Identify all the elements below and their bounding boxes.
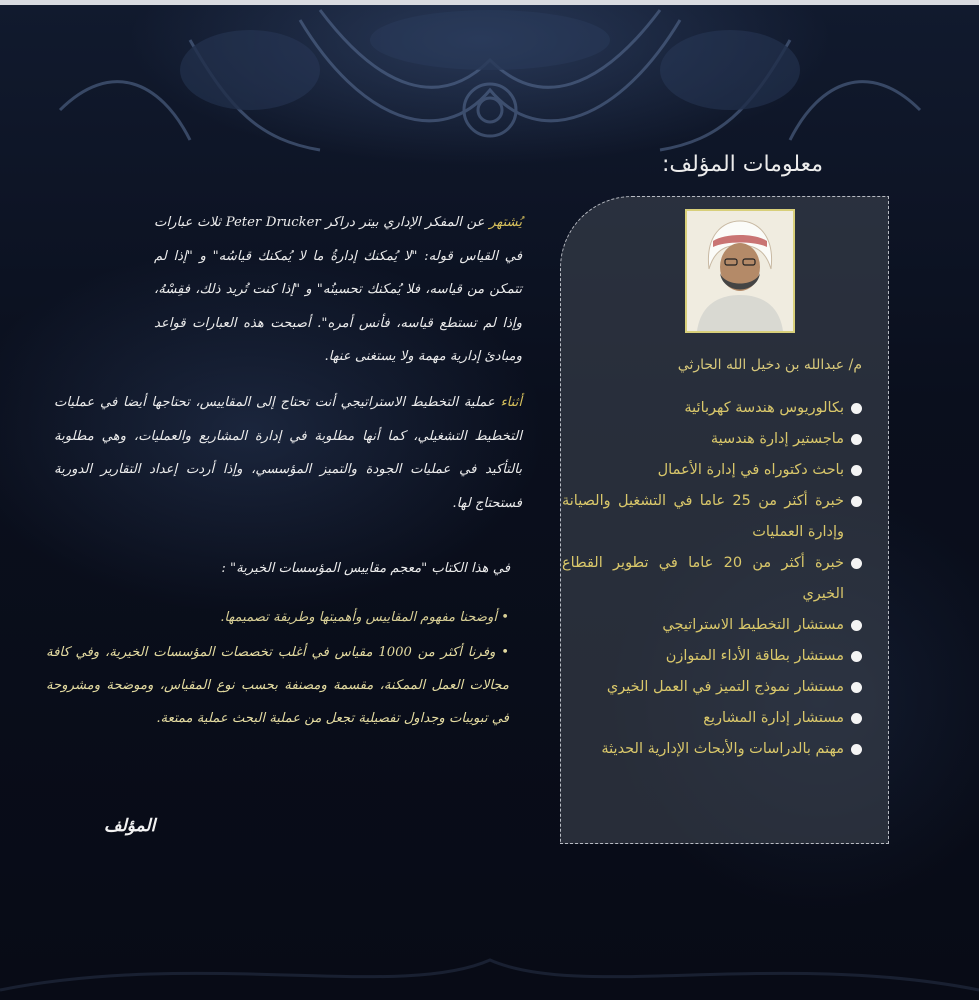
bullet-icon: [851, 434, 862, 445]
list-item: مستشار إدارة المشاريع: [562, 703, 862, 734]
list-item: مستشار التخطيط الاستراتيجي: [562, 610, 862, 641]
author-photo: [685, 209, 795, 333]
list-item: خبرة أكثر من 20 عاما في تطوير القطاع الخيري: [562, 548, 862, 610]
bullet-icon: [851, 496, 862, 507]
list-item: مستشار بطاقة الأداء المتوازن: [562, 641, 862, 672]
list-item: خبرة أكثر من 25 عاما في التشغيل والصيانة وإدارة العمليات: [562, 486, 862, 548]
bullet-icon: [851, 651, 862, 662]
bullet-icon: [851, 682, 862, 693]
bullet-icon: [851, 744, 862, 755]
bullet-icon: [851, 620, 862, 631]
ornament-header-icon: [0, 0, 979, 190]
list-item: ماجستير إدارة هندسية: [562, 424, 862, 455]
author-card: [560, 196, 889, 844]
list-item: مهتم بالدراسات والأبحاث الإدارية الحديثة: [562, 734, 862, 765]
bullet-icon: [851, 465, 862, 476]
book-bullet-1: • أوضحنا مفهوم المقاييس وأهميتها وطريقة تصميمها.: [220, 610, 509, 625]
author-portrait-icon: [687, 211, 793, 331]
author-name: م/ عبدالله بن دخيل الله الحارثي: [677, 357, 862, 373]
author-info-heading: معلومات المؤلف:: [661, 152, 823, 177]
book-bullet-2: • وفرنا أكثر من 1000 مقياس في أغلب تخصصات المؤسسات الخيرية، وفي كافة مجالات العمل الممكنة، مقسمة ومصنفة بحسب نوع المقياس، وموضحة ومشروحة في تبويبات وجداول تفصيلية تجعل من عملية البحث عملية ممتعة.: [46, 645, 509, 726]
list-item: باحث دكتوراه في إدارة الأعمال: [562, 455, 862, 486]
intro-paragraph-1: يُشتهر عن المفكر الإداري بيتر دراكر Peter Drucker ثلاث عبارات في القياس قوله: "لا يُمكنك إدارةُ ما لا يُمكنك قياسُه" و "إذا لم تتمكن من قياسه، فلا يُمكنك تحسينُه" و "إذا كنت تُريد ذلك، فقِسْهُ، وإذا لم تستطع قياسه، فأنس أمره". أصبحت هذه العبارات قواعد ومبادئ إدارية مهمة ولا يستغنى عنها.: [154, 215, 522, 364]
list-item: بكالوريوس هندسة كهربائية: [562, 393, 862, 424]
intro-paragraph-2: أثناء عملية التخطيط الاستراتيجي أنت تحتاج إلى المقاييس، تحتاجها أيضا في عمليات التخطيط التشغيلي، كما أنها مطلوبة في إدارة المشاريع والعمليات، وهي مطلوبة بالتأكيد في عمليات الجودة والتميز المؤسسي، وإذا أردت إعداد التقارير الدورية فستحتاج لها.: [54, 395, 522, 511]
bullet-icon: [851, 558, 862, 569]
author-signature: المؤلف: [104, 816, 156, 836]
bullet-icon: [851, 713, 862, 724]
list-item: مستشار نموذج التميز في العمل الخيري: [562, 672, 862, 703]
bullet-icon: [851, 403, 862, 414]
book-intro-line: في هذا الكتاب "معجم مقاييس المؤسسات الخيرية" :: [221, 561, 510, 576]
credentials-list: [562, 393, 862, 765]
ornament-footer-icon: [0, 930, 979, 1000]
